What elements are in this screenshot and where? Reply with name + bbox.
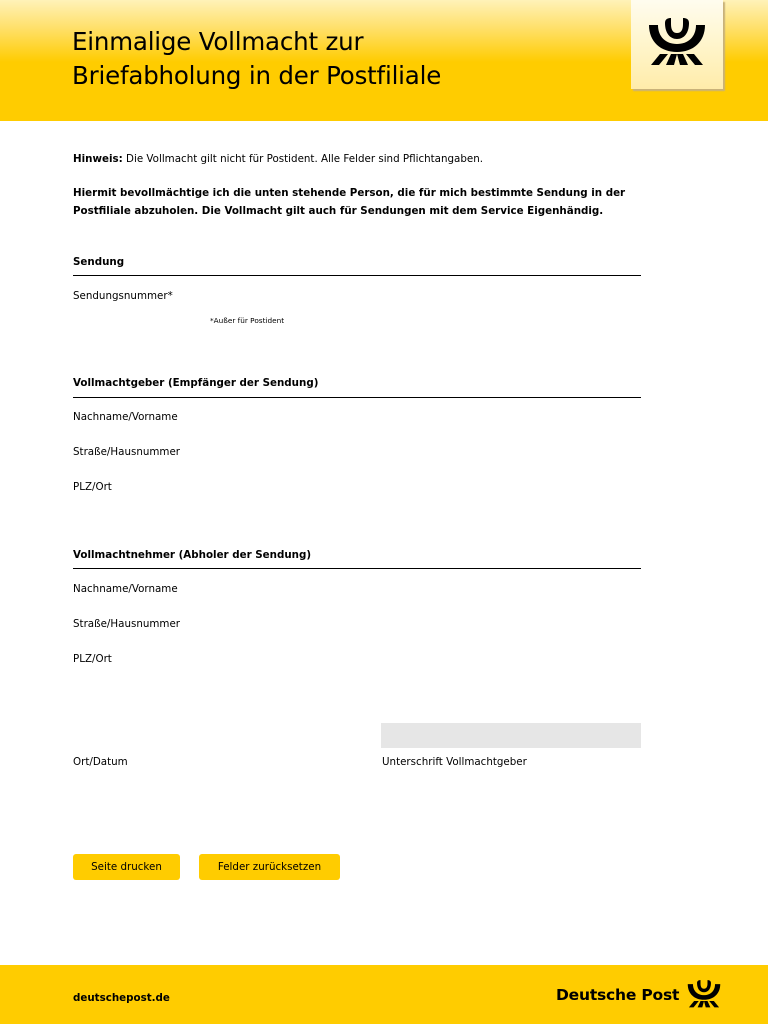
divider-sendung [73,275,641,276]
brand-wordmark: Deutsche Post [556,986,680,1004]
place-date-label: Ort/Datum [73,756,128,768]
signature-label: Unterschrift Vollmachtgeber [382,756,527,768]
grantor-name-label: Nachname/Vorname [73,411,178,423]
authorization-statement [73,185,625,220]
print-page-button[interactable]: Seite drucken [73,854,180,880]
tracking-number-label: Sendungsnummer* [73,290,173,302]
page-title-line-1: Einmalige Vollmacht zur [72,27,364,56]
grantee-name-label: Nachname/Vorname [73,583,178,595]
logo-box [631,0,723,89]
authorization-statement-line-2: Postfiliale abzuholen. Die Vollmacht gilt auch für Sendungen mit dem Service Eigenhändig. [73,204,604,217]
grantor-city-label: PLZ/Ort [73,481,112,493]
page-title [72,25,441,93]
divider-vollmachtgeber [73,397,641,398]
reset-fields-button[interactable]: Felder zurücksetzen [199,854,340,880]
page-title-line-2: Briefabholung in der Postfiliale [72,61,442,90]
section-title-vollmachtgeber: Vollmachtgeber (Empfänger der Sendung) [73,377,319,389]
section-title-sendung: Sendung [73,256,125,268]
grantee-city-label: PLZ/Ort [73,653,112,665]
hint-text [73,151,483,168]
hint-label: Hinweis: [73,153,123,165]
authorization-statement-line-1: Hiermit bevollmächtige ich die unten stehende Person, die für mich bestimmte Sendung in der [73,187,626,199]
grantor-street-label: Straße/Hausnummer [73,446,181,458]
divider-vollmachtnehmer [73,568,641,569]
footer-url: deutschepost.de [73,992,170,1004]
posthorn-icon [646,18,708,66]
header-banner [0,0,768,121]
footer-banner [0,965,768,1024]
signature-field[interactable] [381,723,641,748]
hint-body: Die Vollmacht gilt nicht für Postident. Alle Felder sind Pflichtangaben. [122,153,484,165]
posthorn-icon [686,980,722,1008]
section-title-vollmachtnehmer: Vollmachtnehmer (Abholer der Sendung) [73,549,312,561]
grantee-street-label: Straße/Hausnummer [73,618,181,630]
tracking-number-footnote: *Außer für Postident [210,316,285,325]
